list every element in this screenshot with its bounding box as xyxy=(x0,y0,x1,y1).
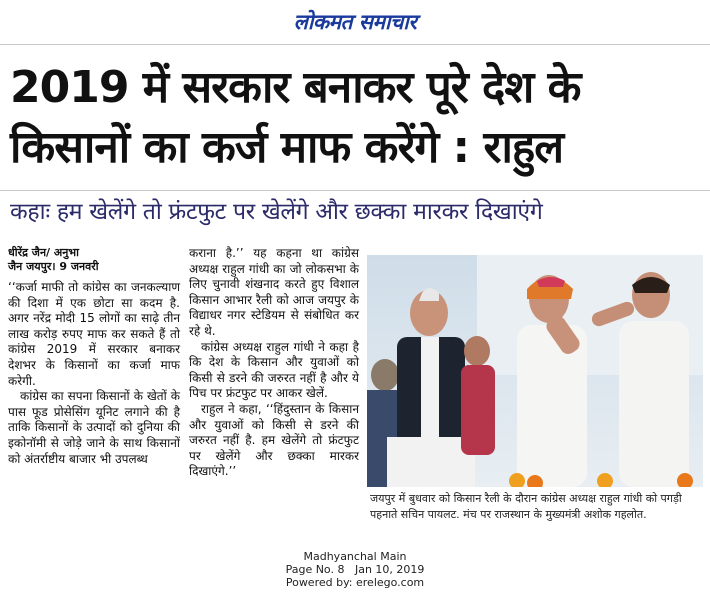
headline-divider xyxy=(0,190,710,191)
article-column-1 xyxy=(8,246,180,467)
headline xyxy=(10,58,705,178)
newspaper-logo: लोकमत समाचार xyxy=(293,10,417,34)
article-paragraph: कांग्रेस अध्यक्ष राहुल गांधी ने कहा है कि देश के किसान और युवाओं को किसी से डरने की जरुरत नहीं है और ये पिच पर फ्रंटफुट पर आकर खेलें. xyxy=(189,339,359,401)
headline-line-1: 2019 में सरकार बनाकर पूरे देश के xyxy=(10,62,581,113)
edition-name: Madhyanchal Main xyxy=(303,550,407,563)
page-info xyxy=(0,563,710,576)
article-paragraph: ‘‘कर्जा माफी तो कांग्रेस का जनकल्याण की दिशा में एक छोटा सा कदम है. अगर नरेंद्र मोदी 15 लोगों का साढ़े तीन लाख करोड़ रुपए माफ कर सकते हैं तो कांग्रेस 2019 में सरकार बनाकर देशभर के किसानों का कर्जा माफ करेगी. xyxy=(8,280,180,388)
article-paragraph: कांग्रेस का सपना किसानों के खेतों के पास फूड प्रोसेसिंग यूनिट लगाने की है ताकि किसानों के उत्पादों को दुनिया की इकोनॉमी से जोड़े जाने के साथ किसानों को अंतर्राष्टीय बाजार भी उपलब्ध xyxy=(8,389,180,466)
photo-caption: जयपुर में बुधवार को किसान रैली के दौरान कांग्रेस अध्यक्ष राहुल गांधी को पगड़ी पहनाते सचिन पायलट. मंच पर राजस्थान के मुख्यमंत्री अशोक गहलोत. xyxy=(370,492,682,521)
byline-authors: धीरेंद्र जैन/ अनुभा xyxy=(8,246,79,259)
masthead-divider xyxy=(0,44,710,45)
subheadline: कहाः हम खेलेंगे तो फ्रंटफुट पर खेलेंगे और छक्का मारकर दिखाएंगे xyxy=(10,199,543,225)
powered-by: Powered by: erelego.com xyxy=(285,576,425,589)
news-photo xyxy=(367,255,703,487)
publication-date: Jan 10, 2019 xyxy=(354,563,425,576)
article-paragraph: राहुल ने कहा, ‘‘हिंदुस्तान के किसान और युवाओं को किसी से डरने की जरुरत नहीं है. हम खेलेंगे तो फ्रंटफुट पर खेलेंगे और छक्का मारकर दिखाएंगे.’’ xyxy=(189,401,359,479)
article-column-2 xyxy=(189,246,359,480)
page-footer xyxy=(0,550,710,589)
article-paragraph: कराना है.’’ यह कहना था कांग्रेस अध्यक्ष राहुल गांधी का जो लोकसभा के लिए चुनावी शंखनाद करते हुए विशाल किसान आभार रैली को आज जयपुर के विद्याधर नगर स्टेडियम से संबोधित कर रहे थे. xyxy=(189,246,359,338)
headline-line-2: किसानों का कर्ज माफ करेंगे : राहुल xyxy=(10,122,564,173)
page-number: Page No. 8 xyxy=(285,563,345,576)
rally-photo-illustration xyxy=(367,255,703,487)
byline-dateline: जैन जयपुर। 9 जनवरी xyxy=(8,260,99,273)
masthead xyxy=(0,0,710,44)
